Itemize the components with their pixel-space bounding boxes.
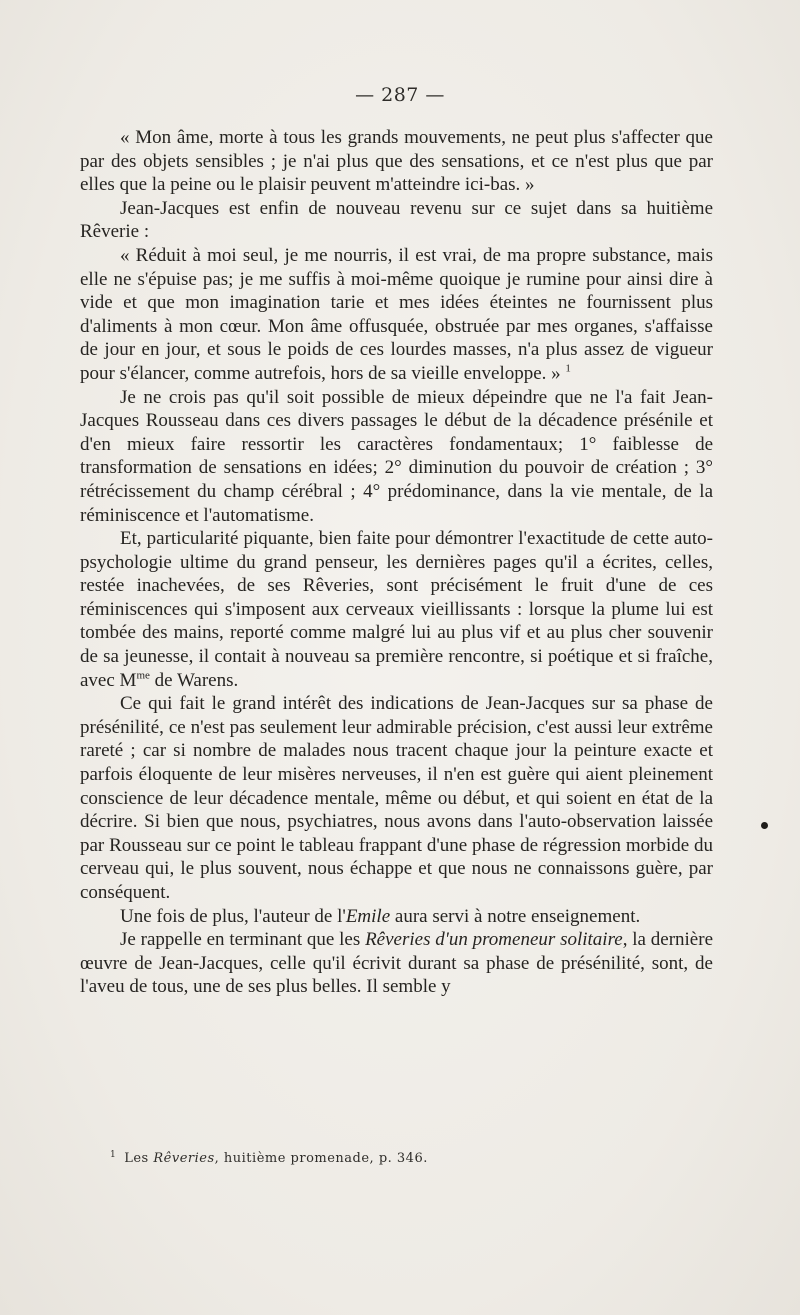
footnote [110, 1151, 710, 1166]
paragraph [80, 928, 713, 999]
paragraph-text: « Mon âme, morte à tous les grands mouvements, ne peut plus s'affecter que par des objets sensibles ; je n'ai plus que des sensations, et ce n'est plus que par elles que la peine ou le plaisir peuvent m'atteindre ici-bas. » [80, 127, 713, 196]
paragraph-text: Et, particularité piquante, bien faite pour démontrer l'exactitude de cette auto-psychologie ultime du grand penseur, les dernières pages qu'il a écrites, celles, restée inachevées, de ses Rêveries, sont précisément le fruit d'une de ces réminiscences qui s'imposent aux cerveaux vieillissants : lorsque la plume lui est tombée des mains, reporté comme malgré lui au plus vif et au plus cher souvenir de sa jeunesse, il contait à nouveau sa première rencontre, si poétique et si fraîche, avec M [80, 528, 713, 691]
footnote-prefix: Les [124, 1151, 154, 1166]
paragraph [80, 527, 713, 692]
footnote-suffix: , huitième promenade, p. 346. [214, 1151, 428, 1166]
paragraph-text: Ce qui fait le grand intérêt des indications de Jean-Jacques sur sa phase de présénilité, ce n'est pas seulement leur admirable précision, c'est aussi leur extrême rareté ; car si nombre de malades nous tracent chaque jour la peinture exacte et parfois éloquente de leur misères nerveuses, il n'en est guère qui aient pleinement conscience de leur décadence mentale, même ou début, et qui soient en état de la décrire. Si bien que nous, psychiatres, nous avons dans l'auto-observation laissée par Rousseau sur ce point le tableau frappant d'une phase de régression morbide du cerveau qui, le plus souvent, nous échappe et que nous ne connaissons guère, par conséquent. [80, 693, 713, 903]
superscript-mme: me [136, 669, 150, 682]
paragraph [80, 905, 713, 929]
footnote-title: Rêveries [153, 1151, 215, 1166]
footnote-reference: 1 [565, 362, 571, 375]
body-text [80, 126, 713, 999]
paragraph-text-tail: de Warens. [149, 669, 239, 691]
paragraph [80, 386, 713, 528]
paragraph [80, 244, 713, 386]
paragraph-text: Jean-Jacques est enfin de nouveau revenu sur ce sujet dans sa huitième Rêverie : [80, 197, 713, 243]
paragraph-text: « Réduit à moi seul, je me nourris, il est vrai, de ma propre substance, mais elle ne s'épuise pas; je me suffis à moi-même quoique je rumine pour ainsi dire à vide et que mon imagination tarie et mes idées éteintes ne fournissent plus d'aliments à mon cœur. Mon âme offusquée, obstruée par mes organes, s'affaisse de jour en jour, et sous le poids de ces lourdes masses, n'a plus assez de vigueur pour s'élancer, comme autrefois, hors de sa vieille enveloppe. » [80, 244, 713, 384]
paragraph [80, 126, 713, 197]
ink-speck [761, 822, 768, 829]
page-number: — 287 — [355, 84, 445, 106]
paragraph-text-tail: aura servi à notre enseignement. [390, 905, 641, 927]
italic-title-reveries: Rêveries d'un promeneur solitaire [365, 929, 623, 951]
paragraph-text: Une fois de plus, l'auteur de l' [120, 905, 346, 927]
paragraph [80, 197, 713, 244]
paragraph [80, 692, 713, 904]
footnote-marker: 1 [110, 1149, 117, 1160]
italic-title-emile: Emile [345, 905, 391, 927]
paragraph-text-tail: , la dernière œuvre de Jean-Jacques, celle qu'il écrivit durant sa phase de présénilité, sont, de l'aveu de tous, une de ses plus belles. Il semble y [80, 929, 713, 998]
paragraph-text: Je rappelle en terminant que les [120, 929, 366, 951]
paragraph-text: Je ne crois pas qu'il soit possible de mieux dépeindre que ne l'a fait Jean-Jacques Rousseau dans ces divers passages le début de la décadence présénile et d'en mieux faire ressortir les caractères fondamentaux; 1° faiblesse de transformation de sensations en idées; 2° diminution du pouvoir de création ; 3° rétrécissement du champ cérébral ; 4° prédominance, dans la vie mentale, de la réminiscence et l'automatisme. [80, 386, 713, 526]
